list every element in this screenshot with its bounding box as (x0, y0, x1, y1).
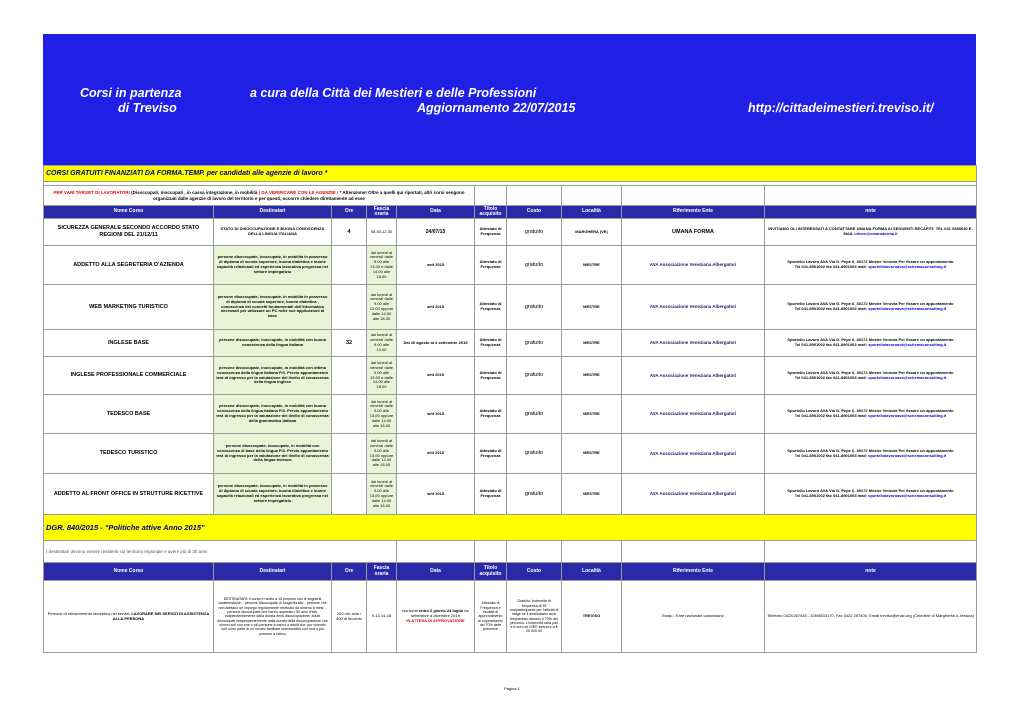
col-fascia-oraria: Fascia oraria (367, 563, 397, 581)
note-cell: Sportello Lavoro AVA Via G. Pepe 6, 30172 Mestre Venezia Per fissare un appuntamento Tel 041-8901002 fax 041-8901003 mail: sportellolavoroava@schemaconsulting.it (765, 246, 977, 285)
section1-heading: CORSI GRATUITI FINANZIATI DA FORMA.TEMP. per candidati alle agenzie di lavoro * (44, 166, 977, 182)
col-titolo: Titolo acquisito (475, 563, 507, 581)
table-row: TEDESCO TURISTICO persone disoccupate, inoccupate, in mobilità con conoscenza di base della lingua P.S. Previo appuntamento test di ingresso per la valutazione del livello di conoscenza della lingua tedesca dal lunedì al venerdì dalle 9.00 alle 13.00 oppure dalle 14.00 alle 18.00 sett 2015 Attestato di Frequenza gratuito MESTRE AVA Associazione Veneziana Albergatori Sportello Lavoro AVA Via G. Pepe 6, 30172 Mestre Venezia Per fissare un appuntamento Tel 041-8901002 fax 041-8901003 mail: sportellolavoroava@schemaconsulting.it (44, 434, 977, 474)
col-note: note (765, 563, 977, 581)
note-cell: Sportello Lavoro AVA Via G. Pepe 6, 30172 Mestre Venezia Per fissare un appuntamento Tel 041-8901002 fax 041-8901003 mail: sportellolavoroava@schemaconsulting.it (765, 474, 977, 515)
banner-title-2: a cura della Città dei Mestieri e delle Professioni (250, 86, 537, 100)
table-row: INGLESE PROFESSIONALE COMMERCIALE persone disoccupate, inoccupate, in mobilità con ottima conoscenza della lingua italiana P.S. Previo appuntamento test di ingresso per la valutazione del livello di conoscenza della lingua inglese dal lunedì al venerdì dalle 9.00 alle 13.00 e dalle 14.00 alle 18.00 sett 2015 Attestato di Frequenza gratuito MESTRE AVA Associazione Veneziana Albergatori Sportello Lavoro AVA Via G. Pepe 6, 30172 Mestre Venezia Per fissare un appuntamento Tel 041-8901002 fax 041-8901003 mail: sportellolavoroava@schemaconsulting.it (44, 357, 977, 395)
col-riferimento-ente: Riferimento Ente (622, 563, 765, 581)
note-cell: Sportello Lavoro AVA Via G. Pepe 6, 30172 Mestre Venezia Per fissare un appuntamento Tel 041-8901002 fax 041-8901003 mail: sportellolavoroava@schemaconsulting.it (765, 434, 977, 474)
table-row: INGLESE BASE persone disoccupate, inoccupate, in mobilità con buona conoscenza della lingua italiana 32 dal lunedì al venerdì dalle 9.00 alle 13.00 Dal 26 agosto al 4 settembre 2015 Attestato di Frequenza gratuito MESTRE AVA Associazione Veneziana Albergatori Sportello Lavoro AVA Via G. Pepe 6, 30172 Mestre Venezia Per fissare un appuntamento Tel 041-8901002 fax 041-8901003 mail: sportellolavoroava@schemaconsulting.it (44, 330, 977, 357)
target-note: PER VARI TARGET DI LAVORATORI (Disoccupati, inoccupati , in cassa integrazione, in mobilità ) DA VERIFICARE CON LE AGENZIE ! * Attenzione! Oltre a quelli qui riportati, altri corsi vengono organizzati dalle agenzie di lavoro del territorio e per questi, occorre chiedere direttamente ad esse (44, 186, 475, 206)
note-row (44, 186, 977, 206)
col-costo: Costo (507, 563, 562, 581)
spreadsheet-page (43, 34, 976, 653)
page-number: Pagina 1 (504, 686, 520, 691)
table-row: TEDESCO BASE persone disoccupate, inoccupate, in mobilità con buona conoscenza della lingua italiana P.S. Previo appuntamento test di ingresso per la valutazione del livello di conoscenza della grammatica italiana dal lunedì al venerdì dalle 9.00 alle 13.00 oppure dalle 14.00 alle 18.00 sett 2015 Attestato di Frequenza gratuito MESTRE AVA Associazione Veneziana Albergatori Sportello Lavoro AVA Via G. Pepe 6, 30172 Mestre Venezia Per fissare un appuntamento Tel 041-8901002 fax 041-8901003 mail: sportellolavoroava@schemaconsulting.it (44, 395, 977, 434)
table-header-row-2 (44, 563, 977, 581)
residency-note: I destinatari devono essere residenti sul territorio regionale e avere più di 30 anni (44, 541, 397, 563)
col-note: note (765, 206, 977, 219)
date-cell: Iscrizioni entro il giorno 23 luglio da settembre a dicembre 2015 IN ATTESA DI APPROVAZIONE (397, 581, 475, 653)
table-row: WEB MARKETING TURISTICO persone disoccupate, inoccupate, in mobilità in possesso di diploma di scuola superiore, buona dialettica , conoscenza dei concetti fondamentali dell'informatica necessari per utilizzare un PC nelle sue applicazioni di base dal lunedì al venerdì dalle 9.00 alle 13.00 oppure dalle 14.00 alle 18.00 sett 2015 Attestato di Frequenza gratuito MESTRE AVA Associazione Veneziana Albergatori Sportello Lavoro AVA Via G. Pepe 6, 30172 Mestre Venezia Per fissare un appuntamento Tel 041-8901002 fax 041-8901003 mail: sportellolavoroava@schemaconsulting.it (44, 285, 977, 330)
banner-update-date: Aggiornamento 22/07/2015 (417, 101, 576, 115)
banner-title-1: Corsi in partenza (80, 86, 182, 100)
section-heading-row (44, 515, 977, 541)
note-cell: Sportello Lavoro AVA Via G. Pepe 6, 30172 Mestre Venezia Per fissare un appuntamento Tel 041-8901002 fax 041-8901003 mail: sportellolavoroava@schemaconsulting.it (765, 395, 977, 434)
col-data: Data (397, 206, 475, 219)
section-heading-row (44, 166, 977, 182)
note-row (44, 541, 977, 563)
col-ore: Ore (332, 563, 367, 581)
table-row: ADDETTO ALLA SEGRETERIA D'AZIENDA persone disoccupate, inoccupate, in mobilità in possesso di diploma di scuola superiore, buona dialettica e buone capacità relazionali ed esperienza lavorativa pregressa nel settore impiegatizio dal lunedì al venerdì dalle 9.00 alle 13.00 e dalle 14.00 alle 18.00 sett 2015 Attestato di Frequenza gratuito MESTRE AVA Associazione Veneziana Albergatori Sportello Lavoro AVA Via G. Pepe 6, 30172 Mestre Venezia Per fissare un appuntamento Tel 041-8901002 fax 041-8901003 mail: sportellolavoroava@schemaconsulting.it (44, 246, 977, 285)
col-ore: Ore (332, 206, 367, 219)
col-riferimento-ente: Riferimento Ente (622, 206, 765, 219)
col-localita: Località (562, 206, 622, 219)
col-nome-corso: Nome Corso (44, 563, 214, 581)
note-cell: Sportello Lavoro AVA Via G. Pepe 6, 30172 Mestre Venezia Per fissare un appuntamento Tel 041-8901002 fax 041-8901003 mail: sportellolavoroava@schemaconsulting.it (765, 330, 977, 357)
col-fascia-oraria: Fascia oraria (367, 206, 397, 219)
col-data: Data (397, 563, 475, 581)
col-costo: Costo (507, 206, 562, 219)
note-cell: Sportello Lavoro AVA Via G. Pepe 6, 30172 Mestre Venezia Per fissare un appuntamento Tel 041-8901002 fax 041-8901003 mail: sportellolavoroava@schemaconsulting.it (765, 285, 977, 330)
courses-table (43, 165, 977, 653)
banner-website-link[interactable]: http://cittadeimestieri.treviso.it/ (748, 101, 934, 115)
col-destinatari: Destinatari (214, 206, 332, 219)
col-titolo: Titolo acquisito (475, 206, 507, 219)
banner-city: di Treviso (118, 101, 177, 115)
table-row: ADDETTO AL FRONT OFFICE IN STRUTTURE RICETTIVE persone disoccupate, inoccupate, in mobilità in possesso di diploma di scuola superiore, buona dialettica e buone capacità relazionali ed esperienza lavorativa pregressa nel settore impiegatizio dal lunedì al venerdì dalle 9.00 alle 13.00 oppure dalle 14.00 alle 18.00 sett 2015 Attestato di Frequenza gratuito MESTRE AVA Associazione Veneziana Albergatori Sportello Lavoro AVA Via G. Pepe 6, 30172 Mestre Venezia Per fissare un appuntamento Tel 041-8901002 fax 041-8901003 mail: sportellolavoroava@schemaconsulting.it (44, 474, 977, 515)
table-row: Percorsi di reinserimento lavorativo nei servizi: LAVORARE NEI SERVIZI DI ASSISTENZA ALLA PERSONA DESTINATARI: Il corso è rivolto a 15 persone con le seguenti caratteristiche: - persone disoccupate di lunga durata; - persone che non abbiano un impiego regolarmente retribuito da almeno 6 mesi; - persone disoccupate che hanno superato i 50 anni d'età, indipendentemente dalla durata della disoccupazione; adulti disoccupati indipendentemente dalla durata della disoccupazione che vivono soli con una o più persone a carico o adulti che 'pur vivendo soli' sono parte di un nucleo familiare monoreddito con una o più persone a carico 200 ore aula / 400 di tirocinio 9-13 14-18 Iscrizioni entro il giorno 23 luglio da settembre a dicembre 2015 IN ATTESA DI APPROVAZIONE Attestato di Frequenza e risultati di apprendimento al superamento del 70% delle presenze Gratuito. Indennità di frequenza di 3€ ora/partecipante per l'attività di stage se il destinatario avrà frequentato almeno il 70% del percorso. L'indennità sarà pari a 6 euro se ISEE inferiore a € 20.000,00 TREVISO Enaip - Ente nazionale canossiano Telefono 0422/267445 - 326/5833170, Fax 0422 267400, Email treviso@enac.org (Chiedere di Margherita o Jessica) (44, 581, 977, 653)
table-row: SICUREZZA GENERALE SECONDO ACCORDO STATO REGIONI DEL 21/12/11 STATO DI DISOCCUPAZIONE E BUONA CONOSCENZA DELLA LINGUA ITALIANA 4 08.30-12.30 24/07/15 Attestato di Frequenza gratuito MARGHERA (VE) UMANA FORMA INVITIAMO GLI INTERESSATI A CONTATTARE UMANA FORMA AI SEGUENTI RECAPITI: TEL 041 5385630 E-MAIL infove@umanaforma.it (44, 219, 977, 246)
table-header-row (44, 206, 977, 219)
course-name-cell: Percorsi di reinserimento lavorativo nei servizi: LAVORARE NEI SERVIZI DI ASSISTENZA ALLA PERSONA (44, 581, 214, 653)
note-cell: INVITIAMO GLI INTERESSATI A CONTATTARE UMANA FORMA AI SEGUENTI RECAPITI: TEL 041 5385630 E-MAIL infove@umanaforma.it (765, 219, 977, 246)
note-cell: Sportello Lavoro AVA Via G. Pepe 6, 30172 Mestre Venezia Per fissare un appuntamento Tel 041-8901002 fax 041-8901003 mail: sportellolavoroava@schemaconsulting.it (765, 357, 977, 395)
section2-heading: DGR. 840/2015 - "Politiche attive Anno 2015" (44, 515, 977, 541)
title-banner (43, 34, 976, 165)
col-destinatari: Destinatari (214, 563, 332, 581)
col-nome-corso: Nome Corso (44, 206, 214, 219)
col-localita: Località (562, 563, 622, 581)
